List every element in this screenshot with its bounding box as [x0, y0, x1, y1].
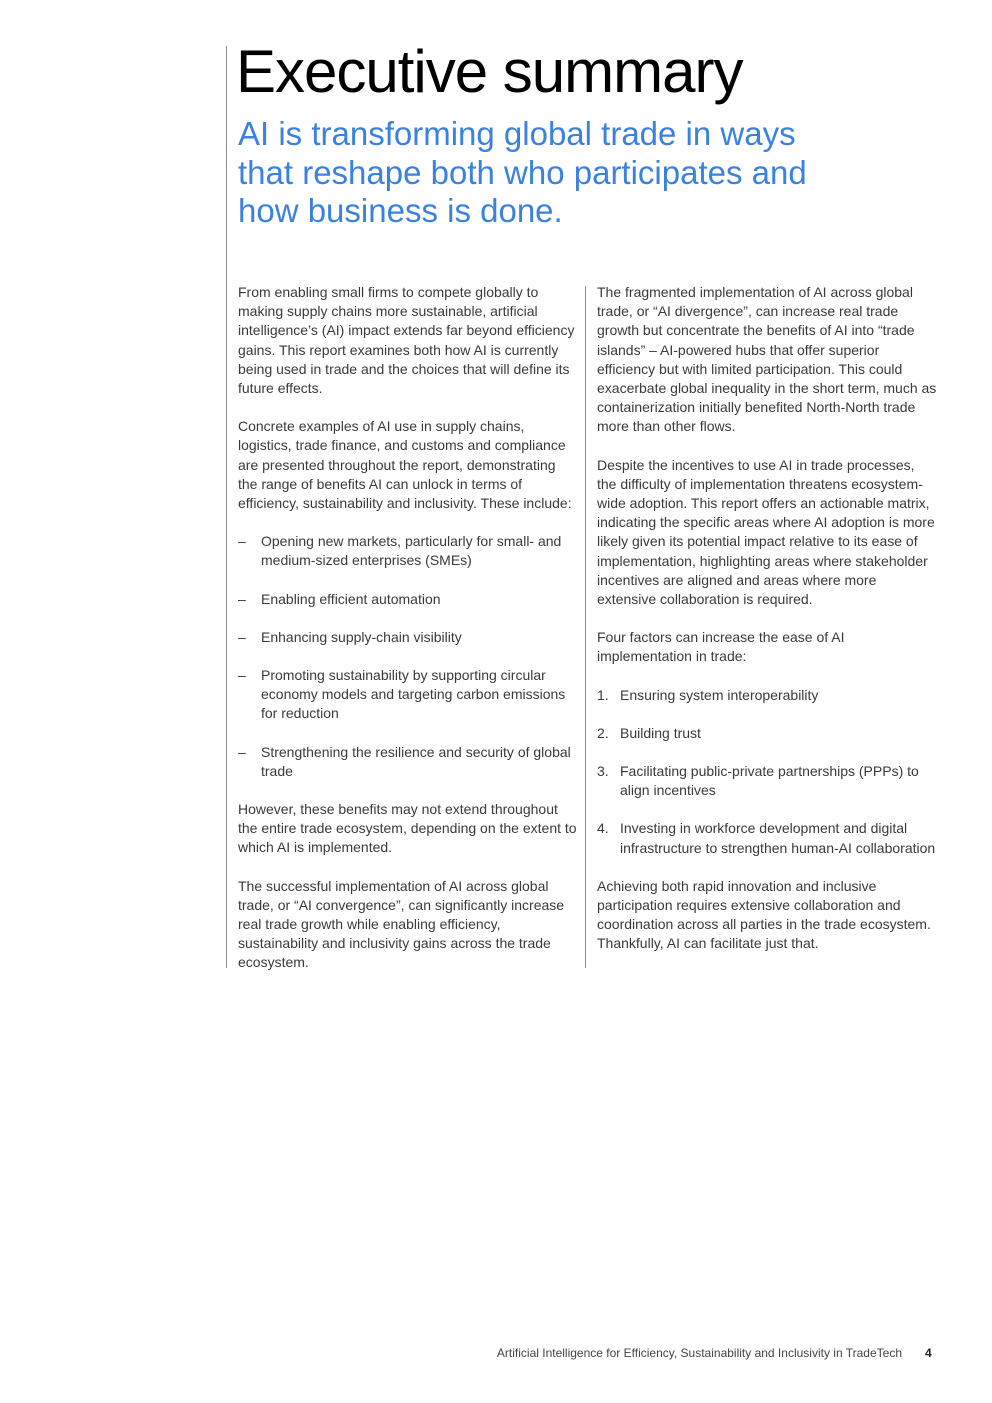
- list-item: 2. Building trust: [597, 724, 937, 743]
- left-column: [238, 283, 578, 992]
- list-item: – Promoting sustainability by supporting circular economy models and targeting carbon emissions for reduction: [238, 667, 566, 722]
- factors-intro-paragraph: Four factors can increase the ease of AI implementation in trade:: [597, 629, 845, 665]
- dash-marker: –: [238, 533, 246, 550]
- dash-marker: –: [238, 590, 246, 607]
- page-number: 4: [925, 1346, 932, 1360]
- right-column: [597, 283, 937, 973]
- column-divider-rule: [585, 286, 586, 968]
- examples-paragraph: Concrete examples of AI use in supply chains, logistics, trade finance, and customs and compliance are presented throughout the report, demonstrating the range of benefits AI can unlock in terms of efficiency, sustainability and inclusivity. These include:: [238, 418, 572, 512]
- list-number: 3.: [597, 763, 609, 780]
- list-number: 1.: [597, 686, 609, 703]
- dash-marker: –: [238, 628, 246, 645]
- list-number: 2.: [597, 724, 609, 741]
- closing-paragraph: Achieving both rapid innovation and inclusive participation requires extensive collaboration and coordination across all parties in the trade ecosystem. Thankfully, AI can facilitate just that.: [597, 877, 931, 952]
- page-subtitle: AI is transforming global trade in ways that reshape both who participates and how business is done.: [238, 115, 807, 229]
- intro-paragraph: From enabling small firms to compete globally to making supply chains more sustainable, artificial intelligence’s (AI) impact extends far beyond efficiency gains. This report examines both how AI is currently being used in trade and the choices that will define its future effects.: [238, 284, 575, 397]
- dash-marker: –: [238, 743, 246, 760]
- footer-report-title: Artificial Intelligence for Efficiency, Sustainability and Inclusivity in TradeTech: [496, 1346, 902, 1360]
- list-item: – Enhancing supply-chain visibility: [238, 628, 578, 647]
- list-item: 3. Facilitating public-private partnerships (PPPs) to align incentives: [597, 763, 919, 799]
- list-item: – Opening new markets, particularly for small- and medium-sized enterprises (SMEs): [238, 533, 562, 569]
- list-item: 1. Ensuring system interoperability: [597, 686, 937, 705]
- list-number: 4.: [597, 820, 609, 837]
- list-item: – Strengthening the resilience and security of global trade: [238, 743, 571, 779]
- list-item: – Enabling efficient automation: [238, 590, 578, 609]
- divergence-paragraph: The fragmented implementation of AI across global trade, or “AI divergence”, can increase real trade growth but concentrate the benefits of AI into “trade islands” – AI-powered hubs that offer superior efficiency but with limited participation. This could exacerbate global inequality in the short term, much as containerization initially benefited North-North trade more than other flows.: [597, 284, 937, 435]
- page-title: Executive summary: [236, 38, 743, 105]
- benefits-list: [238, 532, 578, 781]
- factors-list: [597, 686, 937, 858]
- limitation-paragraph: However, these benefits may not extend throughout the entire trade ecosystem, depending on the extent to which AI is implemented.: [238, 801, 577, 856]
- dash-marker: –: [238, 667, 246, 684]
- convergence-paragraph: The successful implementation of AI across global trade, or “AI convergence”, can significantly increase real trade growth while enabling efficiency, sustainability and inclusivity gains across the trade ecosystem.: [238, 877, 565, 971]
- matrix-paragraph: Despite the incentives to use AI in trade processes, the difficulty of implementation threatens ecosystem-wide adoption. This report offers an actionable matrix, indicating the specific areas where AI adoption is more likely given its potential impact relative to its ease of implementation, highlighting areas where stakeholder incentives are aligned and areas where more extensive collaboration is required.: [597, 456, 935, 608]
- list-item: 4. Investing in workforce development and digital infrastructure to strengthen human-AI collaboration: [597, 820, 936, 856]
- left-vertical-rule: [226, 46, 227, 968]
